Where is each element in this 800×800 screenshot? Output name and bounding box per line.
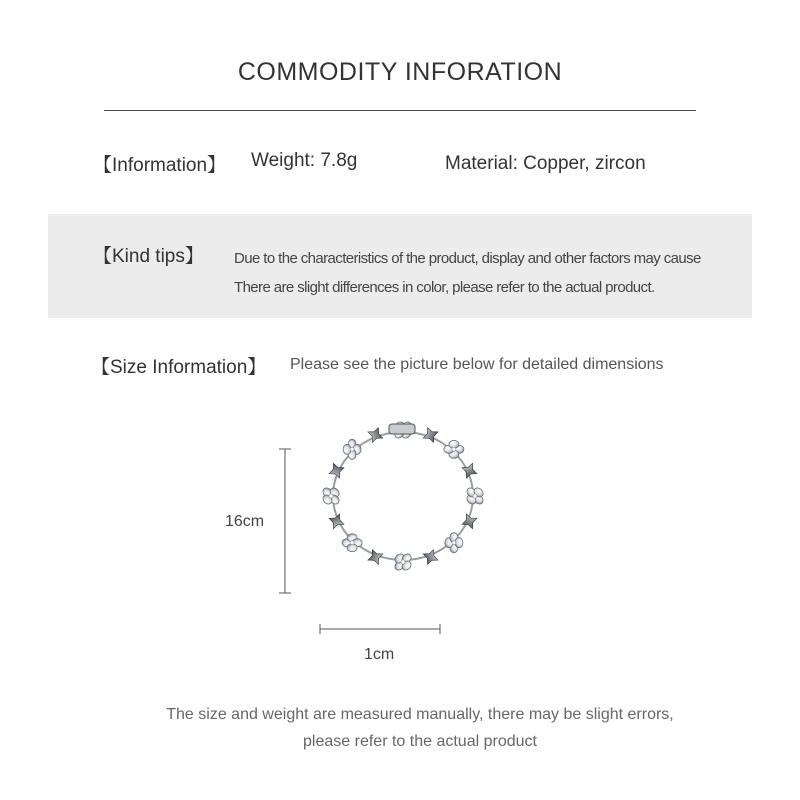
kind-tips-line-1: Due to the characteristics of the product, display and other factors may cause bbox=[234, 250, 701, 267]
bracelet-product-image bbox=[325, 422, 485, 572]
material-value: Material: Copper, zircon bbox=[445, 153, 646, 174]
size-information-label: 【Size Information】 bbox=[91, 357, 267, 378]
footer-line-1: The size and weight are measured manually, there may be slight errors, bbox=[166, 706, 674, 723]
flower-link bbox=[445, 533, 463, 553]
information-label: 【Information】 bbox=[93, 155, 227, 176]
weight-value: Weight: 7.8g bbox=[251, 150, 358, 171]
flower-link bbox=[444, 440, 464, 458]
width-dimension-line bbox=[318, 622, 442, 636]
size-information-description: Please see the picture below for detailed dimensions bbox=[290, 356, 664, 373]
flower-link bbox=[462, 483, 489, 510]
flower-link bbox=[318, 483, 345, 510]
flower-link bbox=[342, 534, 362, 552]
page-title: COMMODITY INFORATION bbox=[237, 58, 563, 86]
kind-tips-line-2: There are slight differences in color, please refer to the actual product. bbox=[234, 279, 655, 296]
title-divider bbox=[104, 110, 696, 111]
height-label: 16cm bbox=[225, 513, 265, 530]
footer-line-2: please refer to the actual product bbox=[303, 733, 537, 750]
width-label: 1cm bbox=[364, 646, 395, 663]
kind-tips-label: 【Kind tips】 bbox=[93, 246, 204, 267]
flower-link bbox=[343, 439, 361, 459]
height-dimension-line bbox=[275, 446, 295, 596]
flower-link bbox=[390, 549, 417, 576]
bracelet-clasp bbox=[389, 424, 415, 434]
kind-tips-text bbox=[234, 244, 701, 302]
footer-note bbox=[0, 701, 800, 755]
